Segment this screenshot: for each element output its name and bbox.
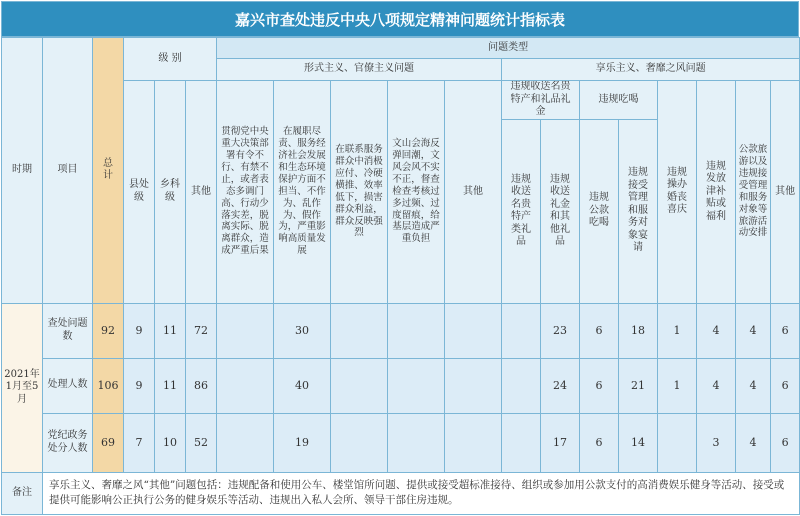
cell-f4 xyxy=(388,413,445,472)
cell-h6: 6 xyxy=(771,303,800,358)
cell-eat2: 18 xyxy=(619,303,658,358)
period-cell: 2021年1月至5月 xyxy=(2,303,43,472)
cell-f4 xyxy=(388,358,445,413)
header-total: 总计 xyxy=(93,38,124,304)
cell-f3 xyxy=(331,413,388,472)
header-hedonism-6: 其他 xyxy=(771,81,800,304)
note-row xyxy=(2,472,800,514)
header-hedonism-5: 公款旅游以及违规接受管理和服务对象等旅游活动安排 xyxy=(736,81,771,304)
row-label: 党纪政务处分人数 xyxy=(43,413,93,472)
row-label: 处理人数 xyxy=(43,358,93,413)
cell-f5 xyxy=(445,413,502,472)
header-gift: 违规收送名贵特产和礼品礼金 xyxy=(502,81,580,120)
cell-h6: 6 xyxy=(771,358,800,413)
cell-gift2: 17 xyxy=(541,413,580,472)
cell-f5 xyxy=(445,303,502,358)
cell-other: 72 xyxy=(186,303,217,358)
cell-h5: 4 xyxy=(736,413,771,472)
table-row xyxy=(2,303,800,358)
header-eat-1: 违规公款吃喝 xyxy=(580,119,619,303)
header-level-township: 乡科级 xyxy=(155,81,186,304)
header-eat-2: 违规接受管理和服务对象宴请 xyxy=(619,119,658,303)
cell-township: 11 xyxy=(155,303,186,358)
stats-table-page xyxy=(1,1,799,514)
table-row xyxy=(2,358,800,413)
header-level-other: 其他 xyxy=(186,81,217,304)
table-row xyxy=(2,413,800,472)
header-hedonism-4: 违规发放津补贴或福利 xyxy=(697,81,736,304)
cell-f5 xyxy=(445,358,502,413)
cell-f4 xyxy=(388,303,445,358)
cell-county: 7 xyxy=(124,413,155,472)
cell-f3 xyxy=(331,358,388,413)
cell-gift1 xyxy=(502,303,541,358)
cell-f3 xyxy=(331,303,388,358)
cell-gift2: 24 xyxy=(541,358,580,413)
cell-f2: 19 xyxy=(274,413,331,472)
cell-county: 9 xyxy=(124,358,155,413)
cell-h3 xyxy=(658,413,697,472)
cell-county: 9 xyxy=(124,303,155,358)
cell-eat2: 21 xyxy=(619,358,658,413)
cell-other: 86 xyxy=(186,358,217,413)
row-label: 查处问题数 xyxy=(43,303,93,358)
cell-gift2: 23 xyxy=(541,303,580,358)
cell-eat1: 6 xyxy=(580,303,619,358)
note-text: 享乐主义、奢靡之风“其他”问题包括：违规配备和使用公车、楼堂馆所问题、提供或接受超标准接待、组织或参加用公款支付的高消费娱乐健身等活动、接受或提供可能影响公正执行公务的健身娱乐等活动、违规出入私人会所、领导干部住房违规。 xyxy=(43,472,800,514)
cell-total: 69 xyxy=(93,413,124,472)
cell-h3: 1 xyxy=(658,358,697,413)
cell-h4: 4 xyxy=(697,358,736,413)
cell-h6: 6 xyxy=(771,413,800,472)
header-item: 项目 xyxy=(43,38,93,304)
cell-f1 xyxy=(217,413,274,472)
header-formalism-1: 贯彻党中央重大决策部署有令不行、有禁不止，或者表态多调门高、行动少落实差，脱离实际、脱离群众，造成严重后果 xyxy=(217,81,274,304)
header-period: 时期 xyxy=(2,38,43,304)
cell-h3: 1 xyxy=(658,303,697,358)
header-gift-2: 违规收送礼金和其他礼品 xyxy=(541,119,580,303)
header-formalism-2: 在履职尽责、服务经济社会发展和生态环境保护方面不担当、不作为、乱作为、假作为，严重影响高质量发展 xyxy=(274,81,331,304)
cell-f1 xyxy=(217,303,274,358)
header-eat: 违规吃喝 xyxy=(580,81,658,120)
header-formalism: 形式主义、官僚主义问题 xyxy=(217,59,502,81)
header-level: 级 别 xyxy=(124,38,217,81)
table-title: 嘉兴市查处违反中央八项规定精神问题统计指标表 xyxy=(1,1,799,37)
cell-h5: 4 xyxy=(736,303,771,358)
cell-township: 10 xyxy=(155,413,186,472)
header-hedonism-3: 违规操办婚丧喜庆 xyxy=(658,81,697,304)
cell-eat1: 6 xyxy=(580,413,619,472)
statistics-table xyxy=(1,37,800,515)
cell-eat2: 14 xyxy=(619,413,658,472)
header-gift-1: 违规收送名贵特产类礼品 xyxy=(502,119,541,303)
cell-f2: 30 xyxy=(274,303,331,358)
cell-gift1 xyxy=(502,413,541,472)
note-label: 备注 xyxy=(2,472,43,514)
header-formalism-4: 文山会海反弹回潮，文风会风不实不正，督查检查考核过多过频、过度留痕，给基层造成严重负担 xyxy=(388,81,445,304)
cell-township: 11 xyxy=(155,358,186,413)
cell-total: 106 xyxy=(93,358,124,413)
cell-total: 92 xyxy=(93,303,124,358)
cell-f2: 40 xyxy=(274,358,331,413)
cell-other: 52 xyxy=(186,413,217,472)
cell-f1 xyxy=(217,358,274,413)
cell-gift1 xyxy=(502,358,541,413)
header-formalism-5: 其他 xyxy=(445,81,502,304)
cell-h4: 3 xyxy=(697,413,736,472)
cell-eat1: 6 xyxy=(580,358,619,413)
header-hedonism: 享乐主义、奢靡之风问题 xyxy=(502,59,800,81)
header-level-county: 县处级 xyxy=(124,81,155,304)
cell-h5: 4 xyxy=(736,358,771,413)
cell-h4: 4 xyxy=(697,303,736,358)
header-formalism-3: 在联系服务群众中消极应付、冷硬横推、效率低下，损害群众利益，群众反映强烈 xyxy=(331,81,388,304)
header-problem-type: 问题类型 xyxy=(217,38,800,59)
